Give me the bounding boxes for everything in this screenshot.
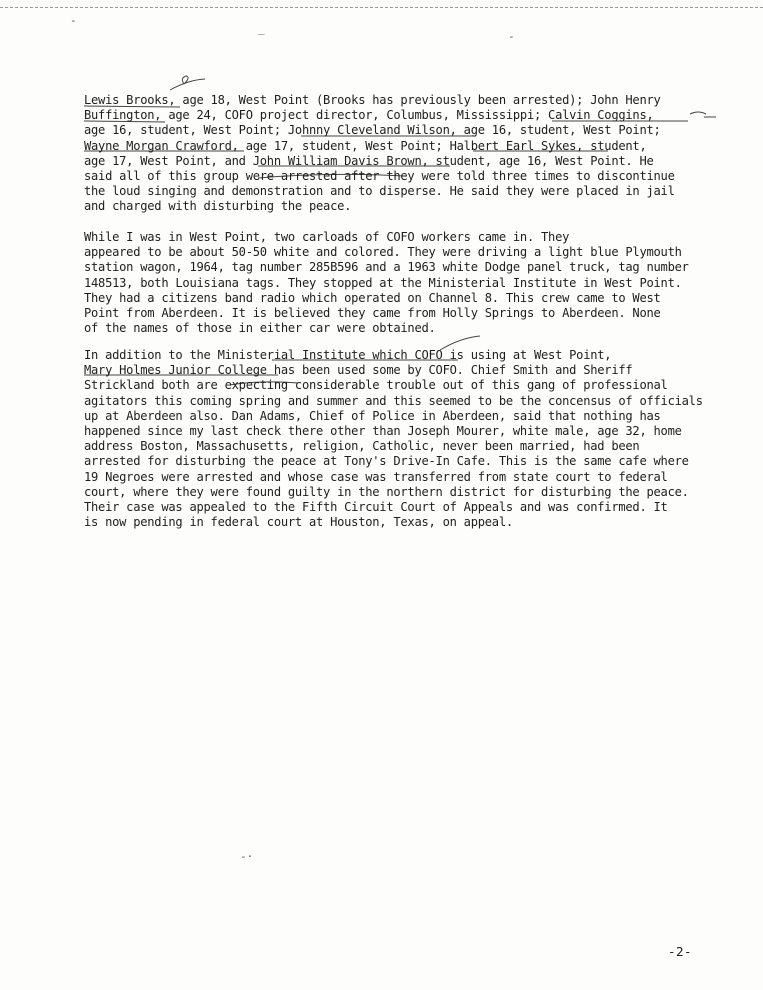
scan-mark: -· [240, 850, 254, 863]
scan-mark: ‾ [258, 32, 265, 45]
paragraph-3: In addition to the Ministerial Institute which COFO is using at West Point, Mary Holmes Junior College has been used some by COFO. Chief Smith and Sheriff Strickland both are expecting considerable trouble out of this gang of professional agitators this coming spring and summer and this seemed to be the concensus of officials up at Aberdeen also. Dan Adams, Chief of Police in Aberdeen, said that nothing has happened since my last check there other than Joseph Mourer, white male, age 32, home address Boston, Massachusetts, religion, Catholic, never been married, had been arrested for disturbing the peace at Tony's Drive-In Cafe. This is the same cafe where 19 Negroes were arrested and whose case was transferred from state court to federal court, where they were found guilty in the northern district for disturbing the peace. Their case was appealed to the Fifth Circuit Court of Appeals and was confirmed. It is now pending in federal court at Houston, Texas, on appeal. [84, 348, 703, 530]
scan-mark: - [70, 14, 77, 27]
page-top-edge [0, 0, 763, 8]
paragraph-1: Lewis Brooks, age 18, West Point (Brooks has previously been arrested); John Henry Buffington, age 24, COFO project director, Columbus, Mississippi; Calvin Coggins, age 16, student, West Point; Johnny Cleveland Wilson, age 16, student, West Point; Wayne Morgan Crawford, age 17, student, West Point; Halbert Earl Sykes, student, age 17, West Point, and John William Davis Brown, student, age 16, West Point. He said all of this group were arrested after they were told three times to discontinue the loud singing and demonstration and to disperse. He said they were placed in jail and charged with disturbing the peace. [84, 93, 675, 214]
scan-mark: - [508, 30, 515, 43]
paragraph-2: While I was in West Point, two carloads of COFO workers came in. They appeared to be about 50-50 white and colored. They were driving a light blue Plymouth station wagon, 1964, tag number 285B596 and a 1963 white Dodge panel truck, tag number 148513, both Louisiana tags. They stopped at the Ministerial Institute in West Point. They had a citizens band radio which operated on Channel 8. This crew came to West Point from Aberdeen. It is believed they came from Holly Springs to Aberdeen. None of the names of those in either car were obtained. [84, 230, 689, 336]
page-number: -2- [668, 944, 693, 959]
